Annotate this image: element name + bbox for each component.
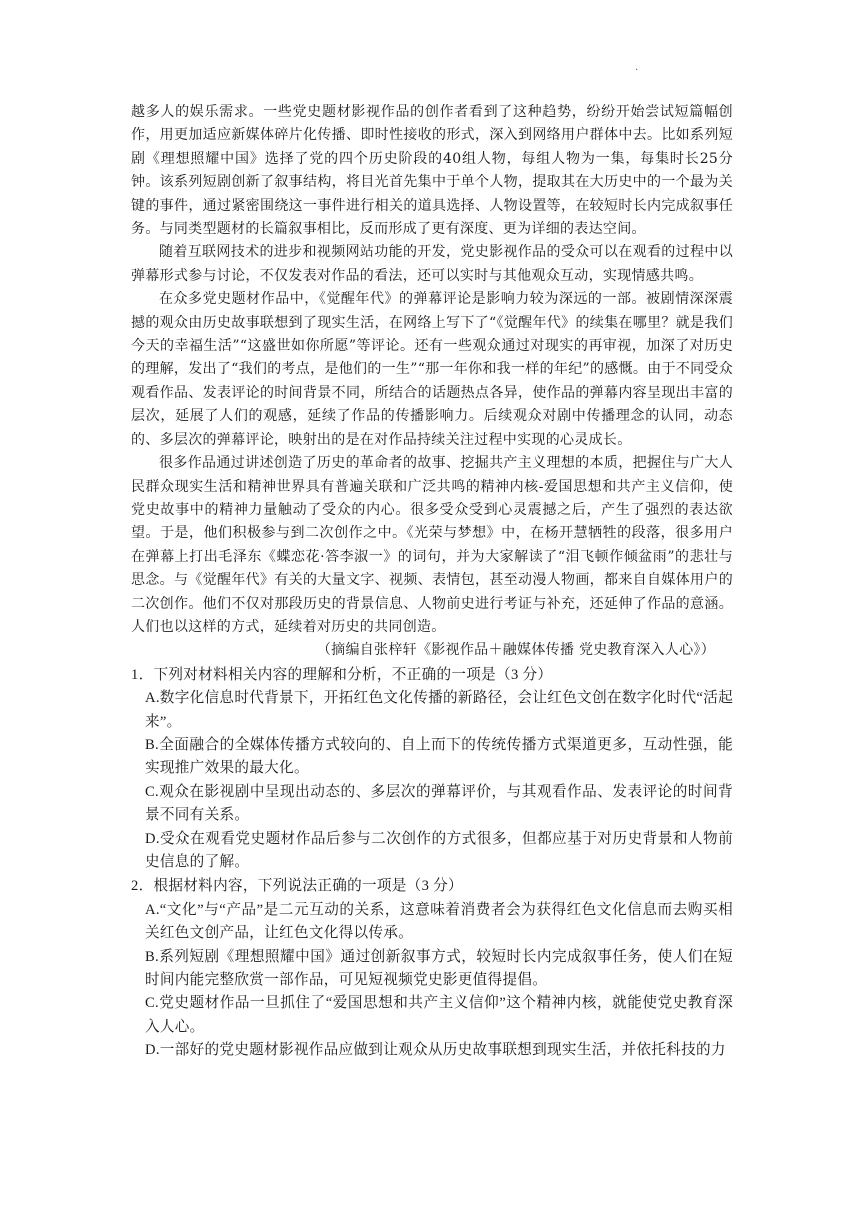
question-1-option-a: A.数字化信息时代背景下，开拓红色文化传播的新路径，会让红色文创在数字化时代“活起来”。 [145, 690, 733, 730]
article-body [131, 101, 733, 1063]
question-1-option-d: D.受众在观看党史题材作品后参与二次创作的方式很多，但都应基于对历史背景和人物前史信息的了解。 [145, 830, 733, 870]
question-1-stem: 1．下列对材料相关内容的理解和分析，不正确的一项是（3 分） [131, 666, 553, 683]
question-2-option-a: A.“文化”与“产品”是二元互动的关系，这意味着消费者会为获得红色文化信息而去购买相关红色文创产品，让红色文化得以传承。 [145, 901, 733, 942]
paragraph-2: 随着互联网技术的进步和视频网站功能的开发，党史影视作品的受众可以在观看的过程中以弹幕形式参与讨论，不仅发表对作品的看法，还可以实时与其他观众互动，实现情感共鸣。 [131, 244, 733, 284]
paragraph-1: 越多人的娱乐需求。一些党史题材影视作品的创作者看到了这种趋势，纷纷开始尝试短篇幅创作，用更加适应新媒体碎片化传播、即时性接收的形式，深入到网络用户群体中去。比如系列短剧《理想照耀中国》选择了党的四个历史阶段的40组人物，每组人物为一集，每集时长25分钟。该系列短剧创新了叙事结构，将目光首先集中于单个人物，提取其在大历史中的一个最为关键的事件，通过紧密围绕这一事件进行相关的道具选择、人物设置等，在较短时长内完成叙事任务。与同类型题材的长篇叙事相比，反而形成了更有深度、更为详细的表达空间。 [131, 104, 733, 238]
question-2-option-d: D.一部好的党史题材影视作品应做到让观众从历史故事联想到现实生活，并依托科技的力 [145, 1042, 726, 1059]
question-2-option-c: C.党史题材作品一旦抓住了“爱国思想和共产主义信仰”这个精神内核，就能使党史教育深入人心。 [145, 995, 733, 1035]
question-2-stem: 2．根据材料内容，下列说法正确的一项是（3 分） [131, 878, 463, 895]
article-source: （摘编自张梓轩《影视作品＋融媒体传播 党史教育深入人心》） [316, 642, 715, 659]
header-mark: . [635, 62, 639, 73]
question-1-option-b: B.全面融合的全媒体传播方式较向的、自上而下的传统传播方式渠道更多，互动性强，能实现推广效果的最大化。 [145, 736, 733, 777]
question-1-option-c: C.观众在影视剧中呈现出动态的、多层次的弹幕评价，与其观看作品、发表评论的时间背景不同有关系。 [145, 783, 733, 824]
paragraph-3: 在众多党史题材作品中，《觉醒年代》的弹幕评论是影响力较为深远的一部。被剧情深深震撼的观众由历史故事联想到了现实生活，在网络上写下了“《觉醒年代》的续集在哪里？就是我们今天的幸福生活”“这盛世如你所愿”等评论。还有一些观众通过对现实的再审视，加深了对历史的理解，发出了“我们的考点，是他们的一生”“那一年你和我一样的年纪”的感慨。由于不同受众观看作品、发表评论的时间背景不同，所结合的话题热点各异，使作品的弹幕内容呈现出丰富的层次，延展了人们的观感，延续了作品的传播影响力。后续观众对剧中传播理念的认同，动态的、多层次的弹幕评论，映射出的是在对作品持续关注过程中实现的心灵成长。 [131, 291, 733, 448]
question-2-option-b: B.系列短剧《理想照耀中国》通过创新叙事方式，较短时长内完成叙事任务，使人们在短时间内能完整欣赏一部作品，可见短视频党史影更值得提倡。 [145, 948, 733, 989]
paragraph-4: 很多作品通过讲述创造了历史的革命者的故事、挖掘共产主义理想的本质，把握住与广大人民群众现实生活和精神世界具有普遍关联和广泛共鸣的精神内核-爱国思想和共产主义信仰，使党史故事中的精神力量触动了受众的内心。很多受众受到心灵震撼之后，产生了强烈的表达欲望。于是，他们积极参与到二次创作之中。《光荣与梦想》中，在杨开慧牺牲的段落，很多用户在弹幕上打出毛泽东《蝶恋花·答李淑一》的词句，并为大家解读了“泪飞顿作倾盆雨”的悲壮与思念。与《觉醒年代》有关的大量文字、视频、表情包，甚至动漫人物画，都来自自媒体用户的二次创作。他们不仅对那段历史的背景信息、人物前史进行考证与补充，还延伸了作品的意涵。人们也以这样的方式，延续着对历史的共同创造。 [131, 455, 733, 635]
